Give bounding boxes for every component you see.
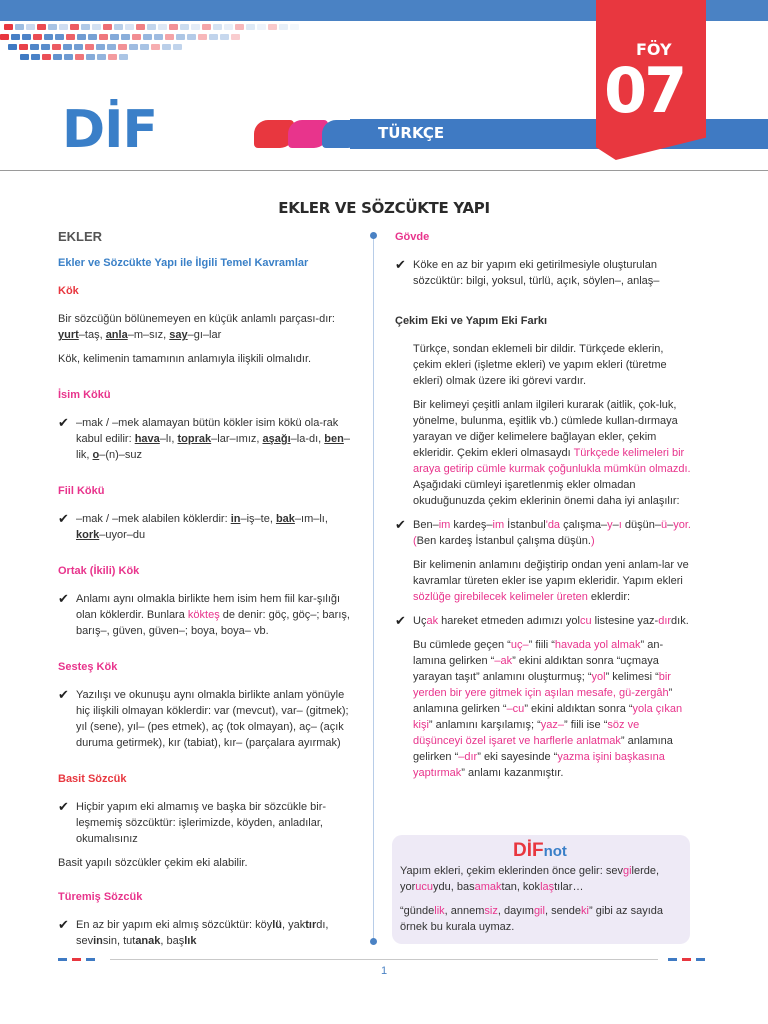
sestes-kok-item: ✔ Yazılışı ve okunuşu aynı olmakla birlikte anlam yönüyle hiç ilişkili olmayan köklerdir: var (mevcut), var– (gitmek); yıl (sene), yıl– (pes etmek), aç (tok olmayan), aç– (açık duruma getirmek), kır (tabiat), kır– (parçalara ayırmak) [58, 687, 349, 749]
heading-govde: Gövde [395, 231, 430, 243]
check-icon: ✔ [58, 511, 69, 526]
paragraph-1: Türkçe, sondan eklemeli bir dildir. Türkçede eklerin, çekim ekleri (işletme ekleri) ve yapım ekleri (türetme ekleri) olmak üzere iki görevi vardır. [413, 343, 667, 387]
heading-basit-sozcuk: Basit Sözcük [58, 773, 127, 785]
turemis-sozcuk-item: ✔ En az bir yapım eki almış sözcüktür: köylü, yaktırdı, sevinsin, tutanak, başlık [58, 917, 329, 947]
kok-definition: Bir sözcüğün bölünemeyen en küçük anlamlı parçası-dır: yurt–taş, anla–m–sız, say–gı–lar [58, 313, 335, 341]
foy-number: 07 [604, 54, 685, 127]
govde-item: ✔ Köke en az bir yapım eki getirilmesiyle oluşturulan sözcüktür: bilgi, yoksul, türlü, açık, söylen–, anlaş– [395, 257, 660, 287]
divider-dot-top [370, 232, 377, 239]
heading-isim-koku: İsim Kökü [58, 389, 111, 401]
heading-sestes-kok: Sesteş Kök [58, 661, 118, 673]
subject-label: TÜRKÇE [378, 124, 445, 142]
check-icon: ✔ [395, 517, 406, 532]
basit-sozcuk-item: ✔ Hiçbir yapım eki almamış ve başka bir sözcükle bir-leşmemiş sözcüktür: işlerimizde, köyden, anladılar, okumalısınız [58, 799, 327, 845]
foy-label: FÖY [636, 40, 672, 59]
paragraph-3: Bir kelimenin anlamını değiştirip ondan yeni anlam-lar ve kavramlar türeten ekler ise yapım ekleridir. Yapım ekleri sözlüğe girebilecek kelimeler üreten eklerdir: [413, 559, 689, 603]
paragraph-2: Bir kelimeyi çeşitli anlam ilgileri kurarak (aitlik, çok-luk, yönelme, bulunma, eşitlik vb.) cümlede kullan-dırmaya yarayan ve diğer kelimelere bağlayan ekler, çekim ekleridir. Çekim ekleri olmasaydı Türkçede kelimeleri bir araya getirip cümle kurmak çoğunlukla mümkün olmazdı. Aşağıdaki cümleyi işaretlenmiş ekler olmadan okuduğunuzda çekim eklerinin önemi daha iyi anlaşılır: [413, 399, 691, 507]
heading-cekim-yapim: Çekim Eki ve Yapım Eki Farkı [395, 315, 548, 327]
page-title: EKLER VE SÖZCÜKTE YAPI [278, 199, 490, 217]
divider-dot-bottom [370, 938, 377, 945]
heading-kok: Kök [58, 285, 79, 297]
difnot-logo: DİFnot [513, 840, 567, 861]
note-line-2: “gündelik, annemsiz, dayımgil, sendeki” gibi az sayıda örnek bu kurala uymaz. [400, 905, 663, 933]
note-line-1: Yapım ekleri, çekim eklerinden önce gelir: sevgilerde, yorucuydu, basamaktan, koklaştılar… [400, 865, 660, 893]
check-icon: ✔ [395, 257, 406, 272]
example-yapim: ✔ Uçak hareket etmeden adımızı yolcu listesine yaz-dırdık. [395, 613, 689, 628]
check-icon: ✔ [58, 415, 69, 430]
dif-logo: DİF [62, 100, 158, 160]
footer-line [110, 959, 658, 960]
check-icon: ✔ [58, 591, 69, 606]
heading-ortak-kok: Ortak (İkili) Kök [58, 565, 140, 577]
check-icon: ✔ [58, 917, 69, 932]
check-icon: ✔ [58, 687, 69, 702]
section-heading: EKLER [58, 229, 103, 244]
page-number: 1 [380, 965, 388, 977]
header-divider [0, 170, 768, 171]
dif-note-box [392, 835, 690, 944]
paragraph-4: Bu cümlede geçen “uç–” fiili “havada yol almak” an-lamına gelirken “–ak” ekini aldıktan sonra “uçmaya yarayan taşıt” anlamını oluşturmuş; “yol” kelimesi “bir yerden bir yere gitmek için aşılan mesafe, gü-zergâh” anlamına gelirken “–cu” ekini aldıktan sonra “yola çıkan kişi” anlamını karşılamış; “yaz–” fiili ise “söz ve düşünceyi özel işaret ve harflerle anlatmak” anlamına gelirken “–dır” eki sayesinde “yazma işini başkasına yaptırmak” anlamı kazanmıştır. [413, 639, 683, 779]
heading-turemis-sozcuk: Türemiş Sözcük [58, 891, 143, 903]
check-icon: ✔ [395, 613, 406, 628]
example-cekim: ✔ Ben–im kardeş–im İstanbul'da çalışma–y–ı düşün–ü–yor. (Ben kardeş İstanbul çalışma düşün.) [395, 517, 691, 547]
column-divider [373, 236, 374, 941]
isim-koku-item: ✔ –mak / –mek alamayan bütün kökler isim kökü ola-rak kabul edilir: hava–lı, toprak–lar–ımız, aşağı–la-dı, ben–lik, o–(n)–suz [58, 415, 350, 461]
heading-fiil-koku: Fiil Kökü [58, 485, 105, 497]
fiil-koku-item: ✔ –mak / –mek alabilen köklerdir: in–iş–te, bak–ım–lı, kork–uyor–du [58, 511, 328, 541]
right-column [395, 229, 691, 789]
decorative-dots [0, 24, 300, 84]
check-icon: ✔ [58, 799, 69, 814]
kok-note: Kök, kelimenin tamamının anlamıyla ilişkili olmalıdır. [58, 353, 312, 365]
subheading: Ekler ve Sözcükte Yapı ile İlgili Temel Kavramlar [58, 257, 309, 269]
left-column [58, 229, 356, 957]
basit-note: Basit yapılı sözcükler çekim eki alabilir. [58, 857, 248, 869]
ortak-kok-item: ✔ Anlamı aynı olmakla birlikte hem isim hem fiil kar-şılığı olan köklerdir. Bunlara kökteş de denir: göç, göç–; barış, barış–, güven, güven–; boya, boya– vb. [58, 591, 350, 637]
